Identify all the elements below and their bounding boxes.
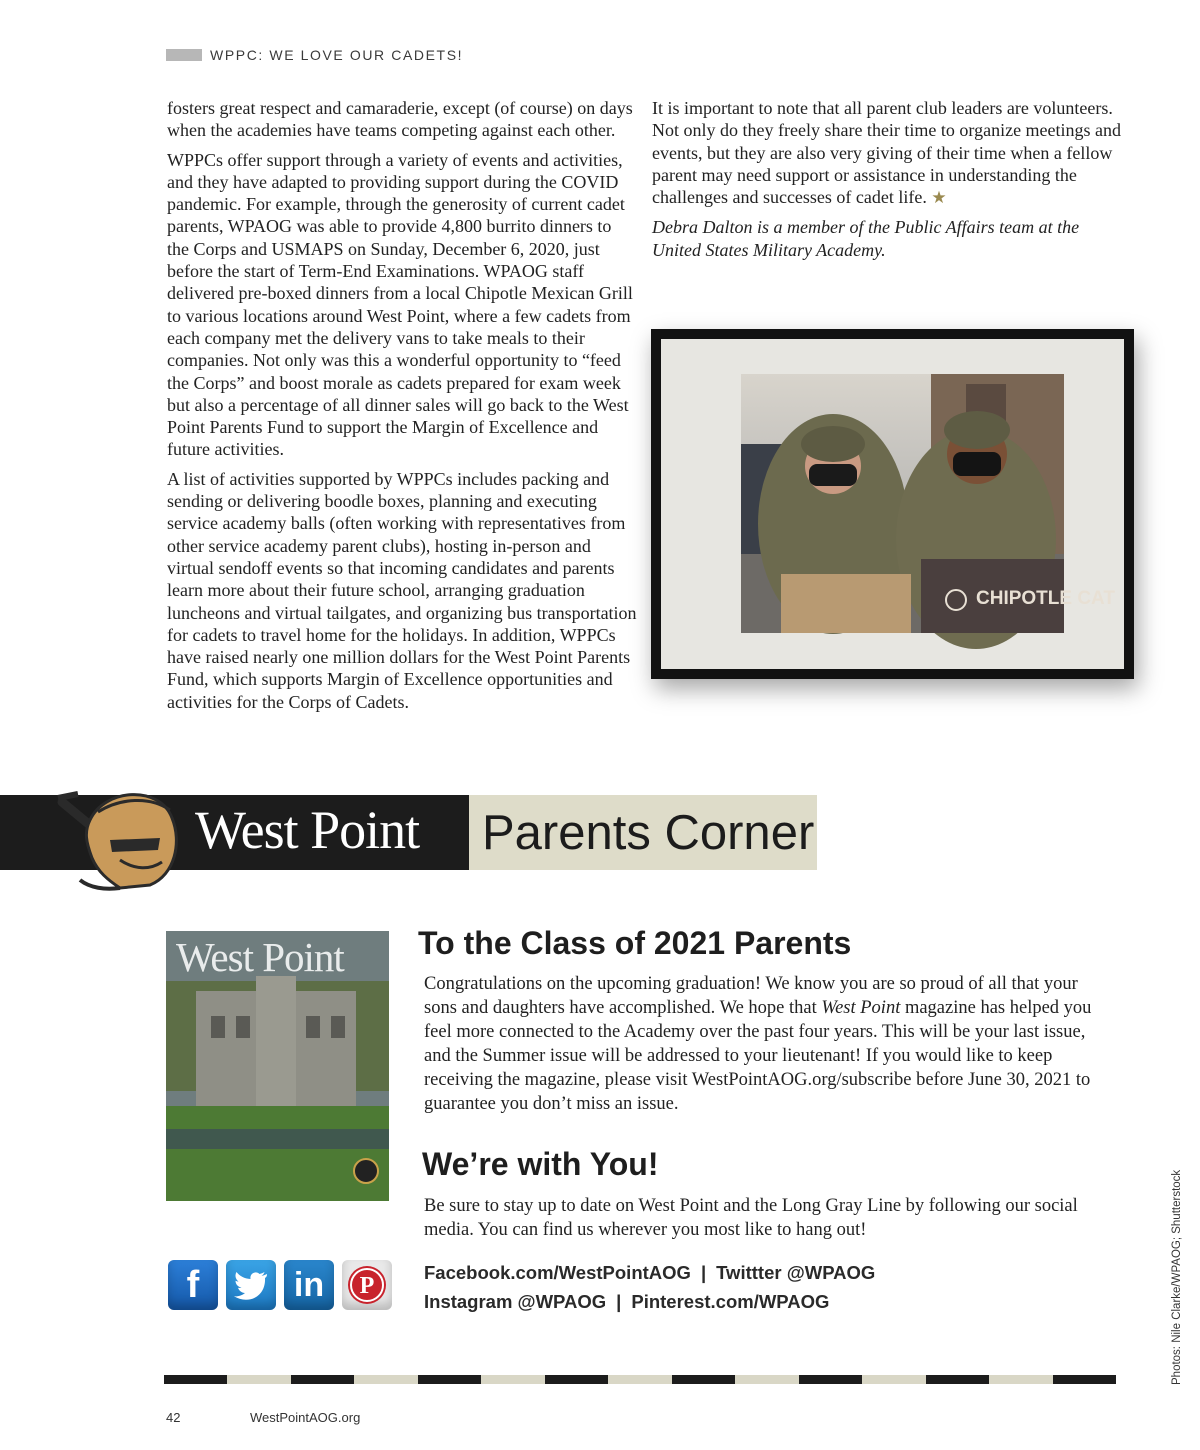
pinterest-letter: P	[359, 1273, 375, 1299]
article-paragraph-text: It is important to note that all parent club leaders are volunteers. Not only do they freely share their time to organize meetings and events, but they are also very giving of their time when a fellow parent may need support or assistance in understanding the challenges and successes of cadet life.	[652, 98, 1122, 208]
stripe-segment	[672, 1375, 735, 1384]
stripe-segment	[481, 1375, 544, 1384]
photo-box-text: CHIPOTLE CAT	[976, 588, 1115, 609]
link-separator: |	[616, 1291, 622, 1312]
pinterest-logo-icon	[345, 1263, 389, 1307]
cadets-photo	[741, 374, 1115, 633]
twitter-bird-icon	[234, 1271, 268, 1299]
social-links-row	[424, 1258, 875, 1287]
social-links-row	[424, 1287, 875, 1316]
with-you-heading: We’re with You!	[422, 1146, 659, 1182]
social-links	[424, 1258, 875, 1316]
stripe-segment	[989, 1375, 1052, 1384]
article-paragraph: A list of activities supported by WPPCs includes packing and sending or delivering boodle boxes, planning and executing service academy balls (often working with representatives from other service academy parent clubs), hosting in-person and virtual sendoff events so that incoming candidates and parents learn more about their future school, arranging graduation luncheons and virtual tailgates, and organizing bus transportation for cadets to travel home for the holidays. In addition, WPPCs have raised nearly one million dollars for the West Point Parents Fund, which supports Margin of Excellence opportunities and activities for the Corps of Cadets.	[167, 468, 637, 712]
article-paragraph: fosters great respect and camaraderie, except (of course) on days when the academies have teams competing against each other.	[167, 98, 633, 141]
framed-photo	[651, 329, 1134, 679]
class-2021-text	[424, 972, 1114, 1116]
banner-west-point: West Point	[195, 800, 420, 860]
stripe-segment	[735, 1375, 798, 1384]
header-label: WPPC: WE LOVE OUR CADETS!	[210, 47, 464, 63]
link-separator: |	[700, 1262, 707, 1283]
helmet-logo-icon	[50, 780, 190, 895]
footer-site: WestPointAOG.org	[250, 1410, 361, 1425]
twitter-link[interactable]: Twittter @WPAOG	[716, 1262, 876, 1283]
stripe-segment	[354, 1375, 417, 1384]
magazine-name: West Point	[821, 998, 901, 1018]
section-header	[166, 47, 463, 63]
stripe-segment	[227, 1375, 290, 1384]
author-note: Debra Dalton is a member of the Public Affairs team at the United States Military Academy.	[652, 217, 1080, 260]
article-left-column	[167, 97, 637, 720]
photo-credit: Photos: Nile Clarke/WPAOG; Shutterstock	[1171, 1169, 1183, 1385]
facebook-icon-glyph: f	[186, 1263, 200, 1306]
header-bar	[166, 49, 202, 61]
star-icon: ★	[931, 188, 947, 208]
instagram-link[interactable]: Instagram @WPAOG	[424, 1291, 607, 1312]
facebook-link[interactable]: Facebook.com/WestPointAOG	[424, 1262, 691, 1283]
class-2021-text-part: magazine has helped you feel more connected to the Academy over the past four years. This will be your last issue, and the Summer issue will be addressed to your lieutenant! If you would like to keep receiving the magazine, please visit WestPointAOG.org/subscribe before June 30, 2021 to guarantee you don’t miss an issue.	[424, 998, 1092, 1114]
stripe-segment	[608, 1375, 671, 1384]
stripe-segment	[291, 1375, 354, 1384]
magazine-cover	[166, 931, 389, 1201]
stripe-segment	[799, 1375, 862, 1384]
pinterest-link[interactable]: Pinterest.com/WPAOG	[631, 1291, 830, 1312]
stripe-segment	[418, 1375, 481, 1384]
class-2021-heading: To the Class of 2021 Parents	[418, 925, 852, 961]
page-number: 42	[166, 1410, 181, 1425]
article-paragraph	[652, 97, 1122, 209]
stripe-segment	[164, 1375, 227, 1384]
facebook-icon[interactable]	[168, 1260, 218, 1310]
pinterest-icon[interactable]	[342, 1260, 392, 1310]
linkedin-icon-glyph: in	[293, 1265, 325, 1304]
stripe-segment	[862, 1375, 925, 1384]
stripe-segment	[926, 1375, 989, 1384]
linkedin-icon[interactable]	[284, 1260, 334, 1310]
article-paragraph: WPPCs offer support through a variety of events and activities, and they have adapted to providing support during the COVID pandemic. For example, through the generosity of current cadet parents, WPAOG was able to provide 4,800 burrito dinners to the Corps and USMAPS on Sunday, December 6, 2020, just before the start of Term-End Examinations. WPAOG staff delivered pre-boxed dinners from a local Chipotle Mexican Grill to various locations around West Point, where a few cadets from each company met the delivery vans to take meals to their companies. Not only was this a wonderful opportunity to “feed the Corps” and boost morale as cadets prepared for exam week but also a percentage of all dinner sales will go back to the West Point Parents Fund to support the Margin of Excellence and future activities.	[167, 149, 633, 460]
decorative-stripe	[164, 1375, 1116, 1384]
class-2021-text-part: Congratulations on the upcoming graduation! We know you are so proud of all that your sons and daughters have accomplished. We hope that	[424, 974, 1078, 1018]
twitter-icon[interactable]	[226, 1260, 276, 1310]
photo-mat	[661, 339, 1124, 669]
stripe-segment	[1053, 1375, 1116, 1384]
article-right-column	[652, 97, 1122, 268]
banner-parents-corner: Parents Corner	[482, 806, 815, 860]
with-you-text: Be sure to stay up to date on West Point and the Long Gray Line by following our social media. You can find us wherever you most like to hang out!	[424, 1196, 1078, 1240]
cover-title: West Point	[176, 934, 344, 980]
stripe-segment	[545, 1375, 608, 1384]
social-icons	[168, 1260, 392, 1310]
